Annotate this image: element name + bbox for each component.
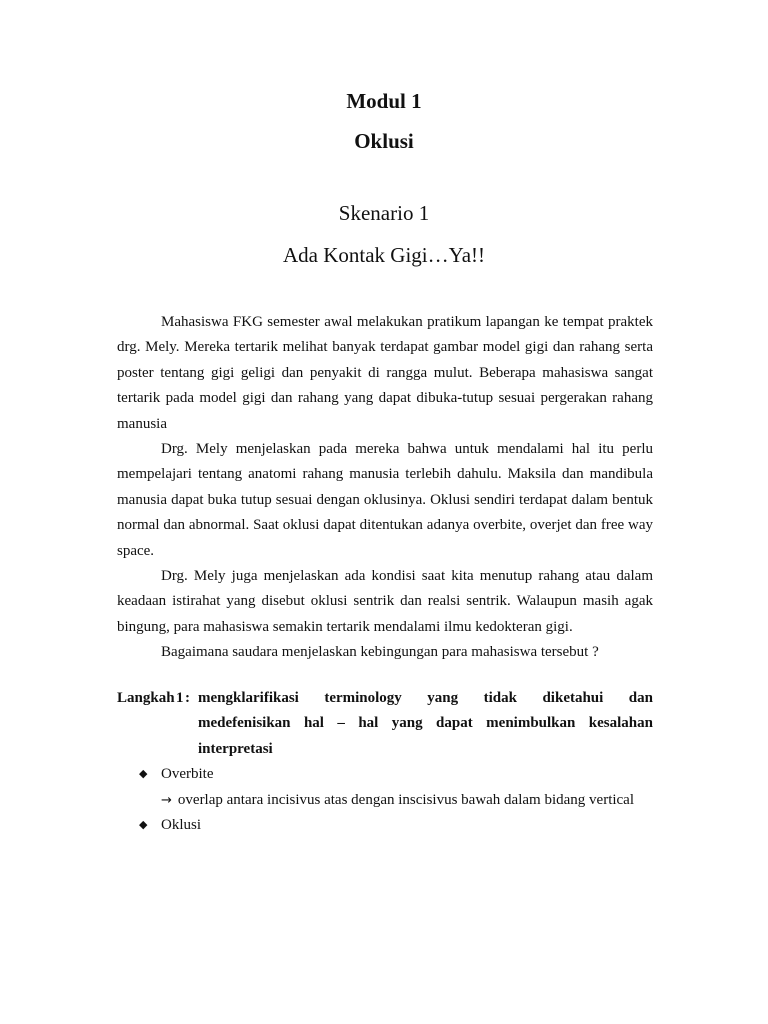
term-list: [117, 762, 653, 838]
right-arrow-icon: →: [161, 792, 172, 808]
step-label-group: [117, 686, 198, 711]
list-item: [117, 813, 653, 838]
step-separator: :: [184, 690, 190, 706]
step-number: 1: [176, 690, 184, 706]
scenario-title: Ada Kontak Gigi…Ya!!: [282, 243, 485, 267]
paragraph-1: Mahasiswa FKG semester awal melakukan pratikum lapangan ke tempat praktek drg. Mely. Mereka tertarik melihat banyak terdapat gambar model gigi dan rahang serta poster tentang gigi geligi dan penyakit di rangga mulut. Beberapa mahasiswa sangat tertarik pada model gigi dan rahang yang dapat dibuka-tutup sesuai pergerakan rahang manusia: [117, 314, 653, 432]
scenario-body: [117, 310, 653, 666]
diamond-bullet-icon: ◆: [139, 768, 148, 781]
definition-text: overlap antara incisivus atas dengan inscisivus bawah dalam bidang vertical: [177, 791, 635, 808]
module-topic: Oklusi: [354, 129, 414, 153]
step-description-continuation: medefenisikan hal – hal yang dapat menimbulkan kesalahan interpretasi: [198, 715, 653, 757]
term-definition: [117, 788, 653, 813]
step-label: Langkah: [117, 690, 175, 706]
scenario-number: Skenario 1: [338, 201, 430, 225]
step-description-line-1: mengklarifikasi terminology yang tidak diketahui dan: [198, 690, 653, 706]
term-label: Oklusi: [161, 817, 202, 834]
list-item: [117, 762, 653, 787]
module-title: Modul 1: [346, 89, 422, 113]
step-heading: [117, 686, 653, 711]
paragraph-4: Bagaimana saudara menjelaskan kebingungan para mahasiswa tersebut ?: [161, 644, 599, 661]
step-section: [117, 686, 653, 838]
diamond-bullet-icon: ◆: [139, 819, 148, 832]
term-label: Overbite: [161, 766, 214, 783]
paragraph-3: Drg. Mely juga menjelaskan ada kondisi saat kita menutup rahang atau dalam keadaan istirahat yang disebut oklusi sentrik dan realsi sentrik. Walaupun masih agak bingung, para mahasiswa semakin tertarik mendalami ilmu kedokteran gigi.: [117, 568, 653, 635]
paragraph-2: Drg. Mely menjelaskan pada mereka bahwa untuk mendalami hal itu perlu mempelajari tentang anatomi rahang manusia terlebih dahulu. Maksila dan mandibula manusia dapat buka tutup sesuai dengan oklusinya. Oklusi sendiri terdapat dalam bentuk normal dan abnormal. Saat oklusi dapat ditentukan adanya overbite, overjet dan free way space.: [117, 441, 653, 559]
